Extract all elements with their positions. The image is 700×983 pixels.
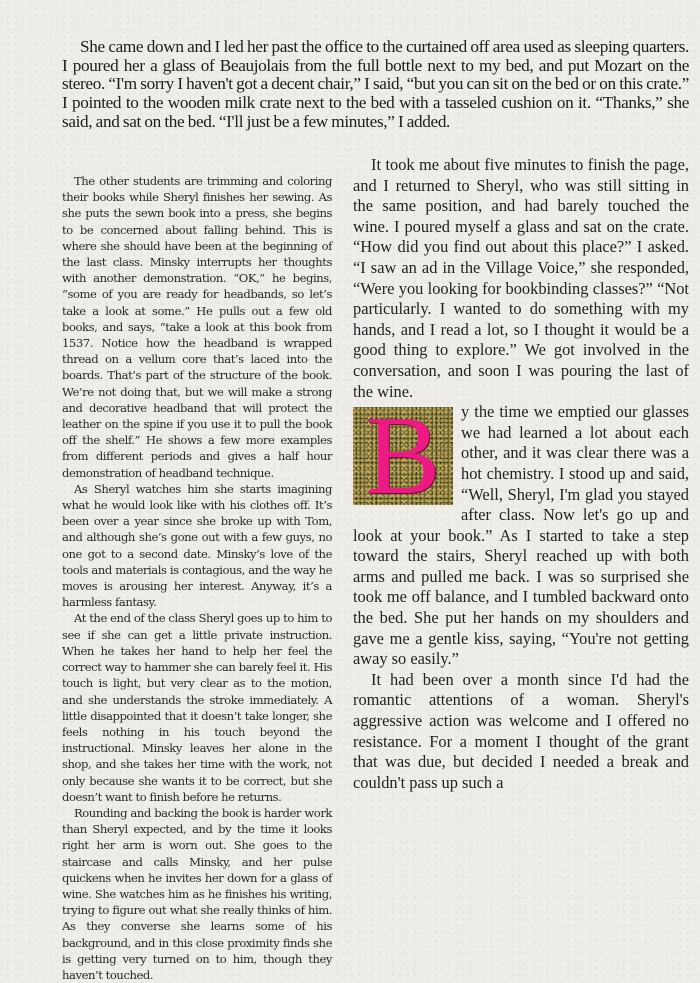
right-paragraph: It took me about five minutes to finish the page, and I returned to Sheryl, who was still sitting in the same position, and had barely touched the wine. I poured myself a glass and sat on the crate. “How did you find out about this place?” I asked. “I saw an ad in the Village Voice,” she responded, “Were you looking for bookbinding classes?” “Not particularly. I wanted to do something with my hands, and I read a lot, so I thought it would be a good thing to explore.” We got involved in the conversation, and soon I was pouring the last of the wine. [353,155,689,401]
drop-cap-paragraph [353,394,689,670]
drop-cap-letter: B [365,394,441,519]
left-paragraph: As Sheryl watches him she starts imagining what he would look like with his clothes off. It’s been over a year since she broke up with Tom, and although she’s gone out with a few guys, no one got to a second date. Minsky’s love of the tools and materials is contagious, and the way he moves is arousing her interest. Anyway, it’s a harmless fantasy. [62,481,332,610]
left-paragraph: The other students are trimming and coloring their books while Sheryl finishes her sewing. As she puts the sewn book into a press, she begins to be concerned about falling behind. This is where she should have been at the beginning of the last class. Minsky interrupts her thoughts with another demonstration. “OK,” he begins, “some of you are ready for headbands, so let’s take a look at some.” He pulls out a few old books, and says, “take a look at this book from 1537. Notice how the headband is wrapped thread on a vellum core that’s laced into the boards. That’s part of the structure of the book. We’re not doing that, but we will make a strong and decorative headband that will protect the leather on the spine if you use it to pull the book off the shelf.” He shows a few more examples from different periods and gives a half hour demonstration of headband technique. [62,174,332,480]
left-paragraph: At the end of the class Sheryl goes up to him to see if she can get a little private instruction. When he takes her hand to help her feel the correct way to hammer she can barely feel it. His touch is light, but very clear as to the motion, and she understands the stroke immediately. A little disappointed that it doesn’t take longer, she feels nothing in his touch beyond the instructional. Minsky leaves her alone in the shop, and she takes her time with the work, not only because she wants it to be correct, but she doesn’t want to finish before he returns. [62,611,332,804]
right-column [353,155,689,793]
top-paragraph: She came down and I led her past the office to the curtained off area used as sleeping quarters. I poured her a glass of Beaujolais from the full bottle next to my bed, and put Mozart on the stereo. “I'm sorry I haven't got a decent chair,” I said, “but you can sit on the bed or on this crate.” I pointed to the wooden milk crate next to the bed with a tasseled cushion on it. “Thanks,” she said, and sat on the bed. “I'll just be a few minutes,” I added. [62,37,689,131]
right-paragraph: It had been over a month since I'd had the romantic attentions of a woman. Sheryl's aggressive action was welcome and I offered no resistance. For a moment I thought of the grant that was due, but decided I needed a break and couldn't pass up such a [353,669,689,792]
drop-cap-paragraph-text: y the time we emptied our glasses we had learned a lot about each other, and it was clear there was a hot chemistry. I stood up and said, “Well, Sheryl, I'm glad you stayed after class. Now let's go up and look at your book.” As I started to take a step toward the stairs, Sheryl reached up with both arms and pulled me back. I was so surprised she took me off balance, and I tumbled backward onto the bed. She put her hands on my shoulders and gave me a gentle kiss, saying, “You're not getting away so easily.” [353,402,689,669]
drop-cap-illumination [353,394,453,519]
left-paragraph: Rounding and backing the book is harder work than Sheryl expected, and by the time it looks right her arm is worn out. She goes to the staircase and calls Minsky, and her pulse quickens when he invites her down for a glass of wine. She watches him as he finishes his writing, trying to figure out what she really thinks of him. As they converse she learns some of his background, and in this close proximity finds she is getting very turned on to him, though they haven’t touched. [62,805,332,982]
left-column [62,173,332,983]
